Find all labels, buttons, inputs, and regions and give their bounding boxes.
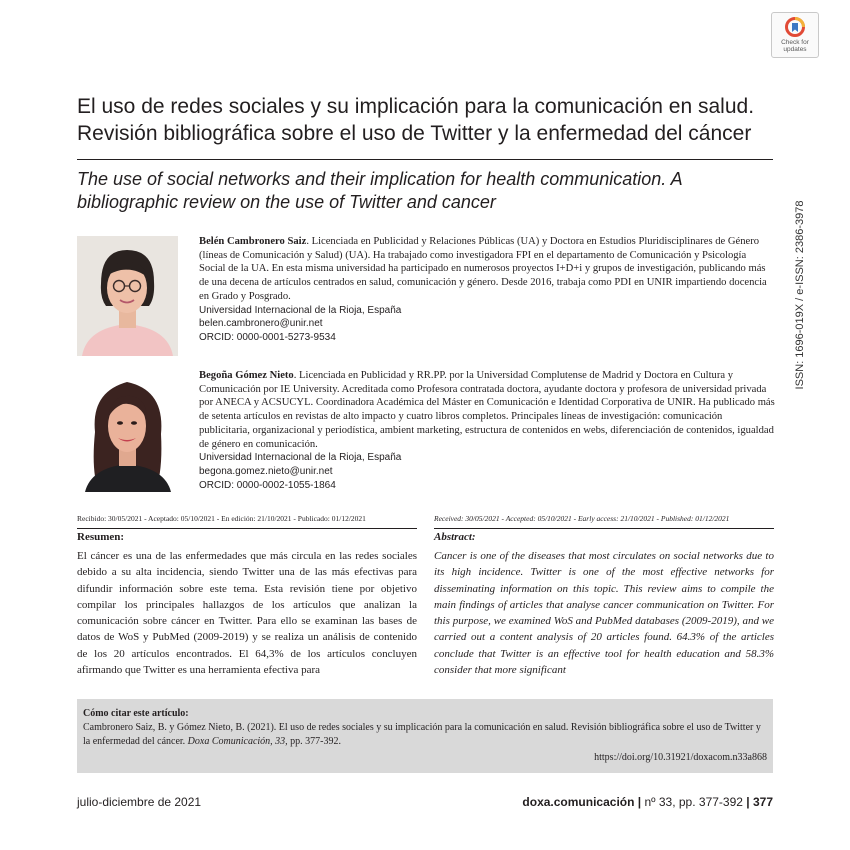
abstract-heading: Abstract: [434, 531, 476, 543]
title-spanish-line-1: El uso de redes sociales y su implicación para la comunicación en salud. [77, 95, 755, 118]
check-for-updates-icon [785, 17, 805, 37]
footer-journal-info [522, 794, 773, 810]
abstract-text: Cancer is one of the diseases that most circulates on social networks due to its high incidence. Twitter is one of the most effective networks for disseminating information on this topic. This review aims to compile the main findings of articles that analyse cancer communication on Twitter. For this purpose, we examined WoS and PubMed databases (2009-2019), and we carried out a content analysis of 20 articles found. 64.3% of the articles conclude that Twitter is an effective tool for health education and 58.3% consider that more significant [434, 550, 774, 677]
citation-doi-link[interactable]: https://doi.org/10.31921/doxacom.n33a868 [594, 752, 767, 763]
author-affiliation: Universidad Internacional de la Rioja, España [199, 452, 402, 464]
citation-pages: pp. 377-392. [287, 736, 342, 747]
author-bio-text: . Licenciada en Publicidad y Relaciones Públicas (UA) y Doctora en Estudios Pluridisciplinares de Género (líneas de Comunicación y Salud) (UA). Ha trabajado como investigadora FPI en el departamento de Comunicación y Psicología Social de la UA. En esta misma universidad ha participado en numerosos proyectos I+D+i y grupos de investigación, publicando más de una decena de artículos centrados en salud, comunicación y género. Desde 2016, trabaja como PDI en UNIR impartiendo docencia en Grado y Posgrado. [199, 236, 767, 302]
column-divider-left [77, 528, 417, 529]
author-portrait-1-icon [77, 236, 178, 356]
check-for-updates-label [772, 39, 818, 53]
author-orcid[interactable]: ORCID: 0000-0001-5273-9534 [199, 331, 336, 343]
citation-journal: Doxa Comunicación, 33, [187, 736, 288, 747]
author-email[interactable]: belen.cambronero@unir.net [199, 318, 323, 330]
footer-page-number: 377 [752, 795, 773, 809]
check-for-updates-badge[interactable] [771, 12, 819, 58]
resumen-heading: Resumen: [77, 531, 125, 543]
bio-paragraph [199, 235, 775, 304]
dates-spanish: Recibido: 30/05/2021 - Aceptado: 05/10/2021 - En edición: 21/10/2021 - Publicado: 01/12/2021 [77, 514, 366, 523]
footer-issue: nº 33, pp. 377-392 [644, 795, 743, 809]
author-affiliation: Universidad Internacional de la Rioja, España [199, 304, 402, 316]
author-bio-gomez [199, 369, 775, 492]
title-english [77, 168, 777, 214]
author-portrait-2-icon [77, 372, 178, 492]
footer-separator: | [634, 795, 645, 809]
bio-paragraph [199, 369, 775, 451]
dates-english: Received: 30/05/2021 - Accepted: 05/10/2021 - Early access: 21/10/2021 - Published: 01/12/2021 [434, 514, 730, 523]
author-name: Begoña Gómez Nieto [199, 370, 294, 381]
citation-reference: Cambronero Saiz, B. y Gómez Nieto, B. (2021). El uso de redes sociales y su implicación para la comunicación en salud. Revisión bibliográfica sobre el uso de Twitter y la enfermedad del cáncer. [83, 722, 761, 747]
title-spanish-line-2: Revisión bibliográfica sobre el uso de Twitter y la enfermedad del cáncer [77, 122, 752, 145]
author-orcid[interactable]: ORCID: 0000-0002-1055-1864 [199, 479, 336, 491]
author-bio-text: . Licenciada en Publicidad y RR.PP. por la Universidad Complutense de Madrid y Doctora en Cultura y Comunicación por IE University. Acreditada como Profesora contratada doctora, ayudante doctora y profesora de universidad privada por ANECA y ACSUCYL. Coordinadora Académica del Máster en Comunicación e Identidad Corporativa de UNIR. Ha publicado más de setenta artículos en revistas de alto impacto y cuatro libros completos. Principales líneas de investigación: comunicación publicitaria, organizacional y periodística, ambient marketing, estructura de contenidos en webs, diferenciación de contenidos, igualdad de género en comunicación. [199, 370, 775, 450]
issn-label: ISSN: 1696-019X / e-ISSN: 2386-3978 [794, 200, 806, 390]
author-photo-cambronero [77, 236, 178, 356]
footer-separator: | [742, 795, 753, 809]
resumen-text: El cáncer es una de las enfermedades que más circula en las redes sociales debido a su alta incidencia, siendo Twitter una de las más efectivas para difundir información sobre este tema. Esta revisión tiene por objetivo compilar los principales hallazgos de los artículos que analizan la comunicación sobre cáncer en Twitter. Para ello se examinan las bases de datos de WoS y PubMed (2009-2019) y se realiza un análisis de contenido de los 20 artículos encontrados. El 64,3% de los artículos concluyen afirmando que Twitter es una herramienta efectiva para [77, 550, 417, 677]
title-english-line-2: bibliographic review on the use of Twitter and cancer [77, 192, 496, 212]
citation-box [77, 699, 773, 773]
author-photo-gomez [77, 372, 178, 492]
column-divider-right [434, 528, 774, 529]
citation-heading: Cómo citar este artículo: [83, 708, 189, 719]
badge-line-2: updates [783, 46, 807, 53]
title-spanish [77, 93, 777, 147]
author-name: Belén Cambronero Saiz [199, 236, 307, 247]
footer-date: julio-diciembre de 2021 [77, 795, 202, 809]
citation-text [83, 721, 767, 749]
author-bio-cambronero [199, 235, 775, 345]
title-english-line-1: The use of social networks and their implication for health communication. A [77, 169, 683, 189]
title-divider [77, 159, 773, 160]
badge-line-1: Check for [781, 39, 809, 46]
footer-journal-name: doxa.comunicación [522, 795, 635, 809]
author-email[interactable]: begona.gomez.nieto@unir.net [199, 465, 333, 477]
